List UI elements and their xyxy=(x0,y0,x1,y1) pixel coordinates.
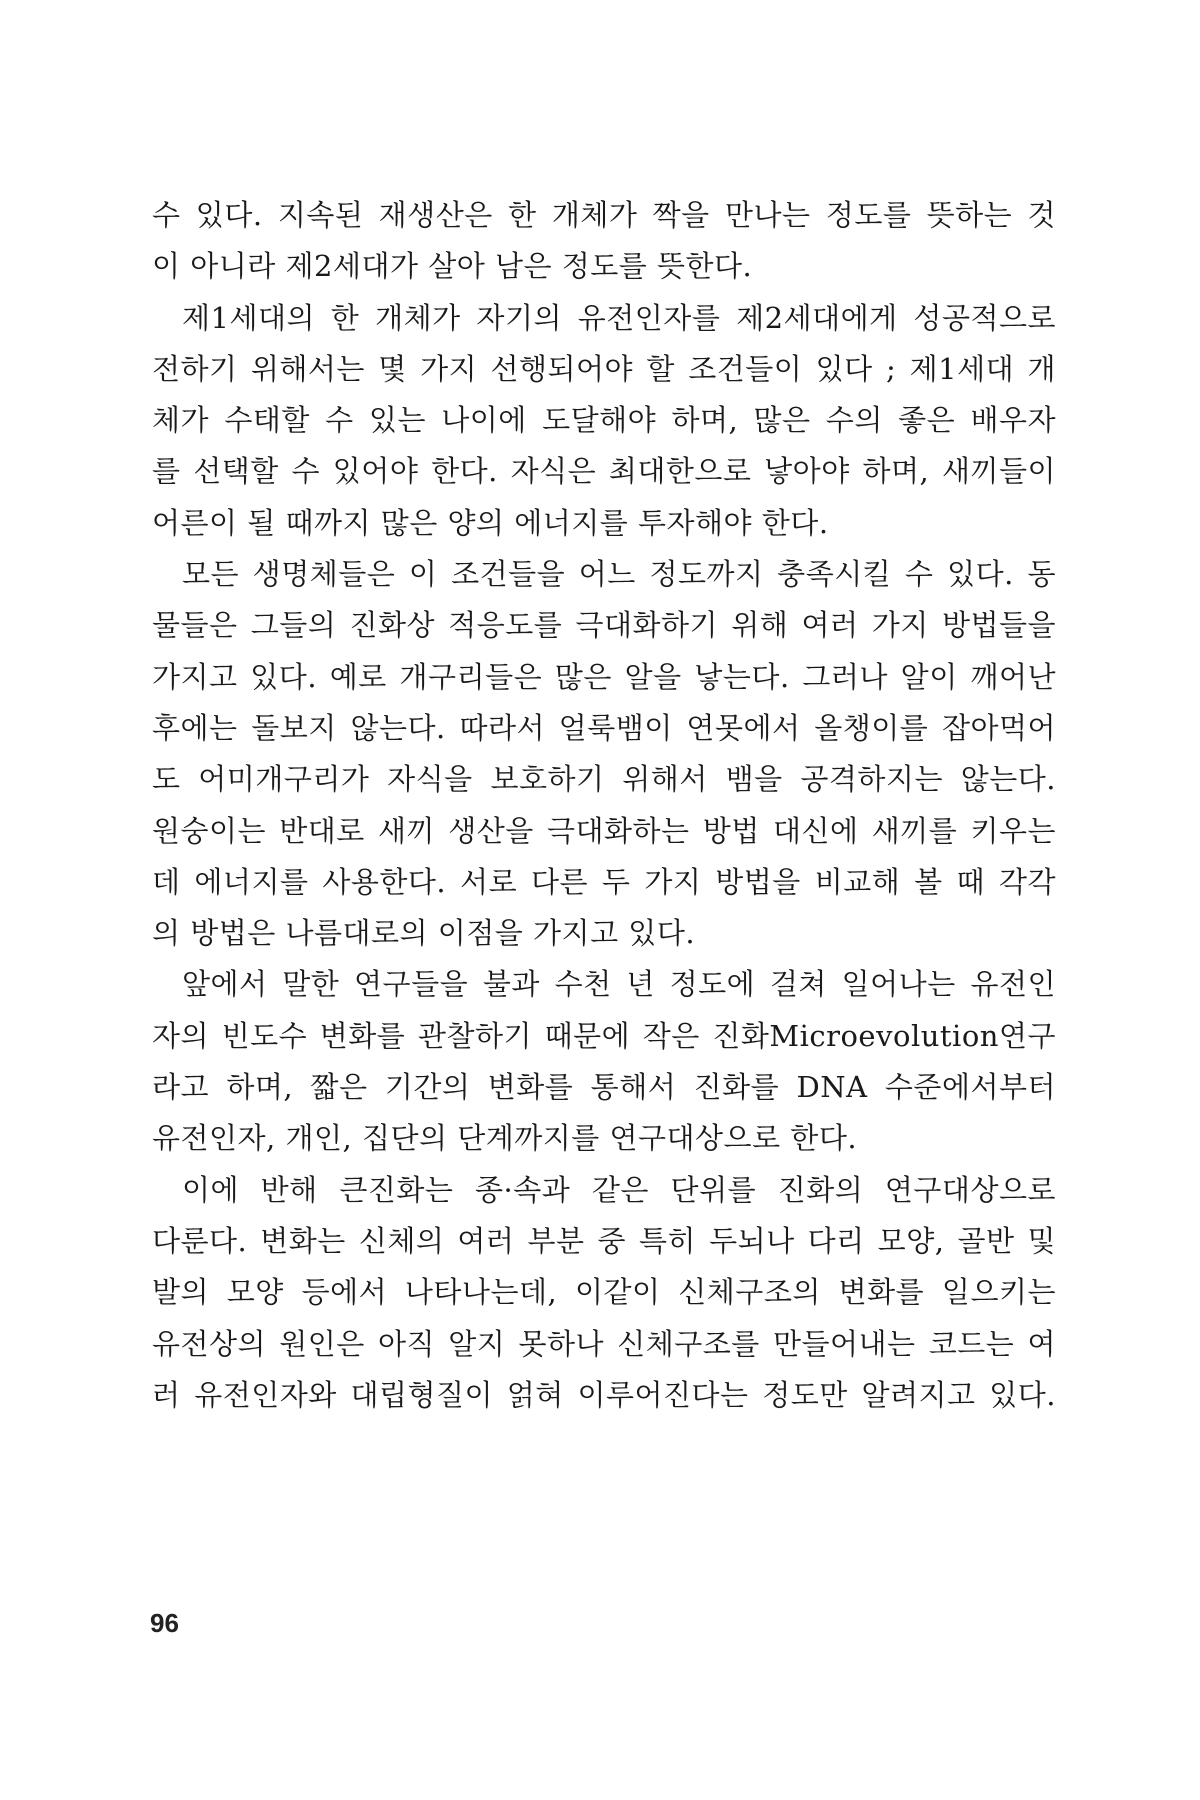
text-line: 유전인자, 개인, 집단의 단계까지를 연구대상으로 한다. xyxy=(152,1121,858,1156)
text-line: 전하기 위해서는 몇 가지 선행되어야 할 조건들이 있다 ; 제1세대 개 xyxy=(152,351,1056,386)
text-line: 어른이 될 때까지 많은 양의 에너지를 투자해야 한다. xyxy=(152,505,829,540)
text-line: 모든 생명체들은 이 조건들을 어느 정도까지 충족시킬 수 있다. 동 xyxy=(182,557,1056,592)
page-number: 96 xyxy=(150,1608,179,1638)
text-line: 수 있다. 지속된 재생산은 한 개체가 짝을 만나는 정도를 뜻하는 것 xyxy=(152,198,1056,232)
text-line: 원숭이는 반대로 새끼 생산을 극대화하는 방법 대신에 새끼를 키우는 xyxy=(152,813,1056,848)
body-text xyxy=(152,190,1056,1421)
text-line: 이에 반해 큰진화는 종·속과 같은 단위를 진화의 연구대상으로 xyxy=(182,1172,1056,1207)
text-line: 의 방법은 나름대로의 이점을 가지고 있다. xyxy=(152,916,696,951)
text-line: 자의 빈도수 변화를 관찰하기 때문에 작은 진화Microevolution연구 xyxy=(152,1018,1056,1053)
text-line: 앞에서 말한 연구들을 불과 수천 년 정도에 걸쳐 일어나는 유전인 xyxy=(182,967,1056,1002)
text-line: 데 에너지를 사용한다. 서로 다른 두 가지 방법을 비교해 볼 때 각각 xyxy=(152,864,1056,899)
text-line: 를 선택할 수 있어야 한다. 자식은 최대한으로 낳아야 하며, 새끼들이 xyxy=(152,454,1056,489)
text-line: 체가 수태할 수 있는 나이에 도달해야 하며, 많은 수의 좋은 배우자 xyxy=(152,403,1056,438)
text-line: 가지고 있다. 예로 개구리들은 많은 알을 낳는다. 그러나 알이 깨어난 xyxy=(152,659,1056,694)
text-line: 유전상의 원인은 아직 알지 못하나 신체구조를 만들어내는 코드는 여 xyxy=(152,1326,1056,1361)
text-line: 물들은 그들의 진화상 적응도를 극대화하기 위해 여러 가지 방법들을 xyxy=(152,608,1056,643)
text-line: 도 어미개구리가 자식을 보호하기 위해서 뱀을 공격하지는 않는다. xyxy=(152,762,1056,797)
text-line: 다룬다. 변화는 신체의 여러 부분 중 특히 두뇌나 다리 모양, 골반 및 xyxy=(152,1223,1056,1258)
text-line: 제1세대의 한 개체가 자기의 유전인자를 제2세대에게 성공적으로 xyxy=(182,300,1056,335)
text-line: 후에는 돌보지 않는다. 따라서 얼룩뱀이 연못에서 올챙이를 잡아먹어 xyxy=(152,710,1056,745)
text-line: 발의 모양 등에서 나타나는데, 이같이 신체구조의 변화를 일으키는 xyxy=(152,1275,1056,1310)
text-line: 이 아니라 제2세대가 살아 남은 정도를 뜻한다. xyxy=(152,249,753,284)
text-line: 라고 하며, 짧은 기간의 변화를 통해서 진화를 DNA 수준에서부터 xyxy=(152,1070,1056,1105)
text-line: 러 유전인자와 대립형질이 얽혀 이루어진다는 정도만 알려지고 있다. xyxy=(152,1377,1056,1412)
